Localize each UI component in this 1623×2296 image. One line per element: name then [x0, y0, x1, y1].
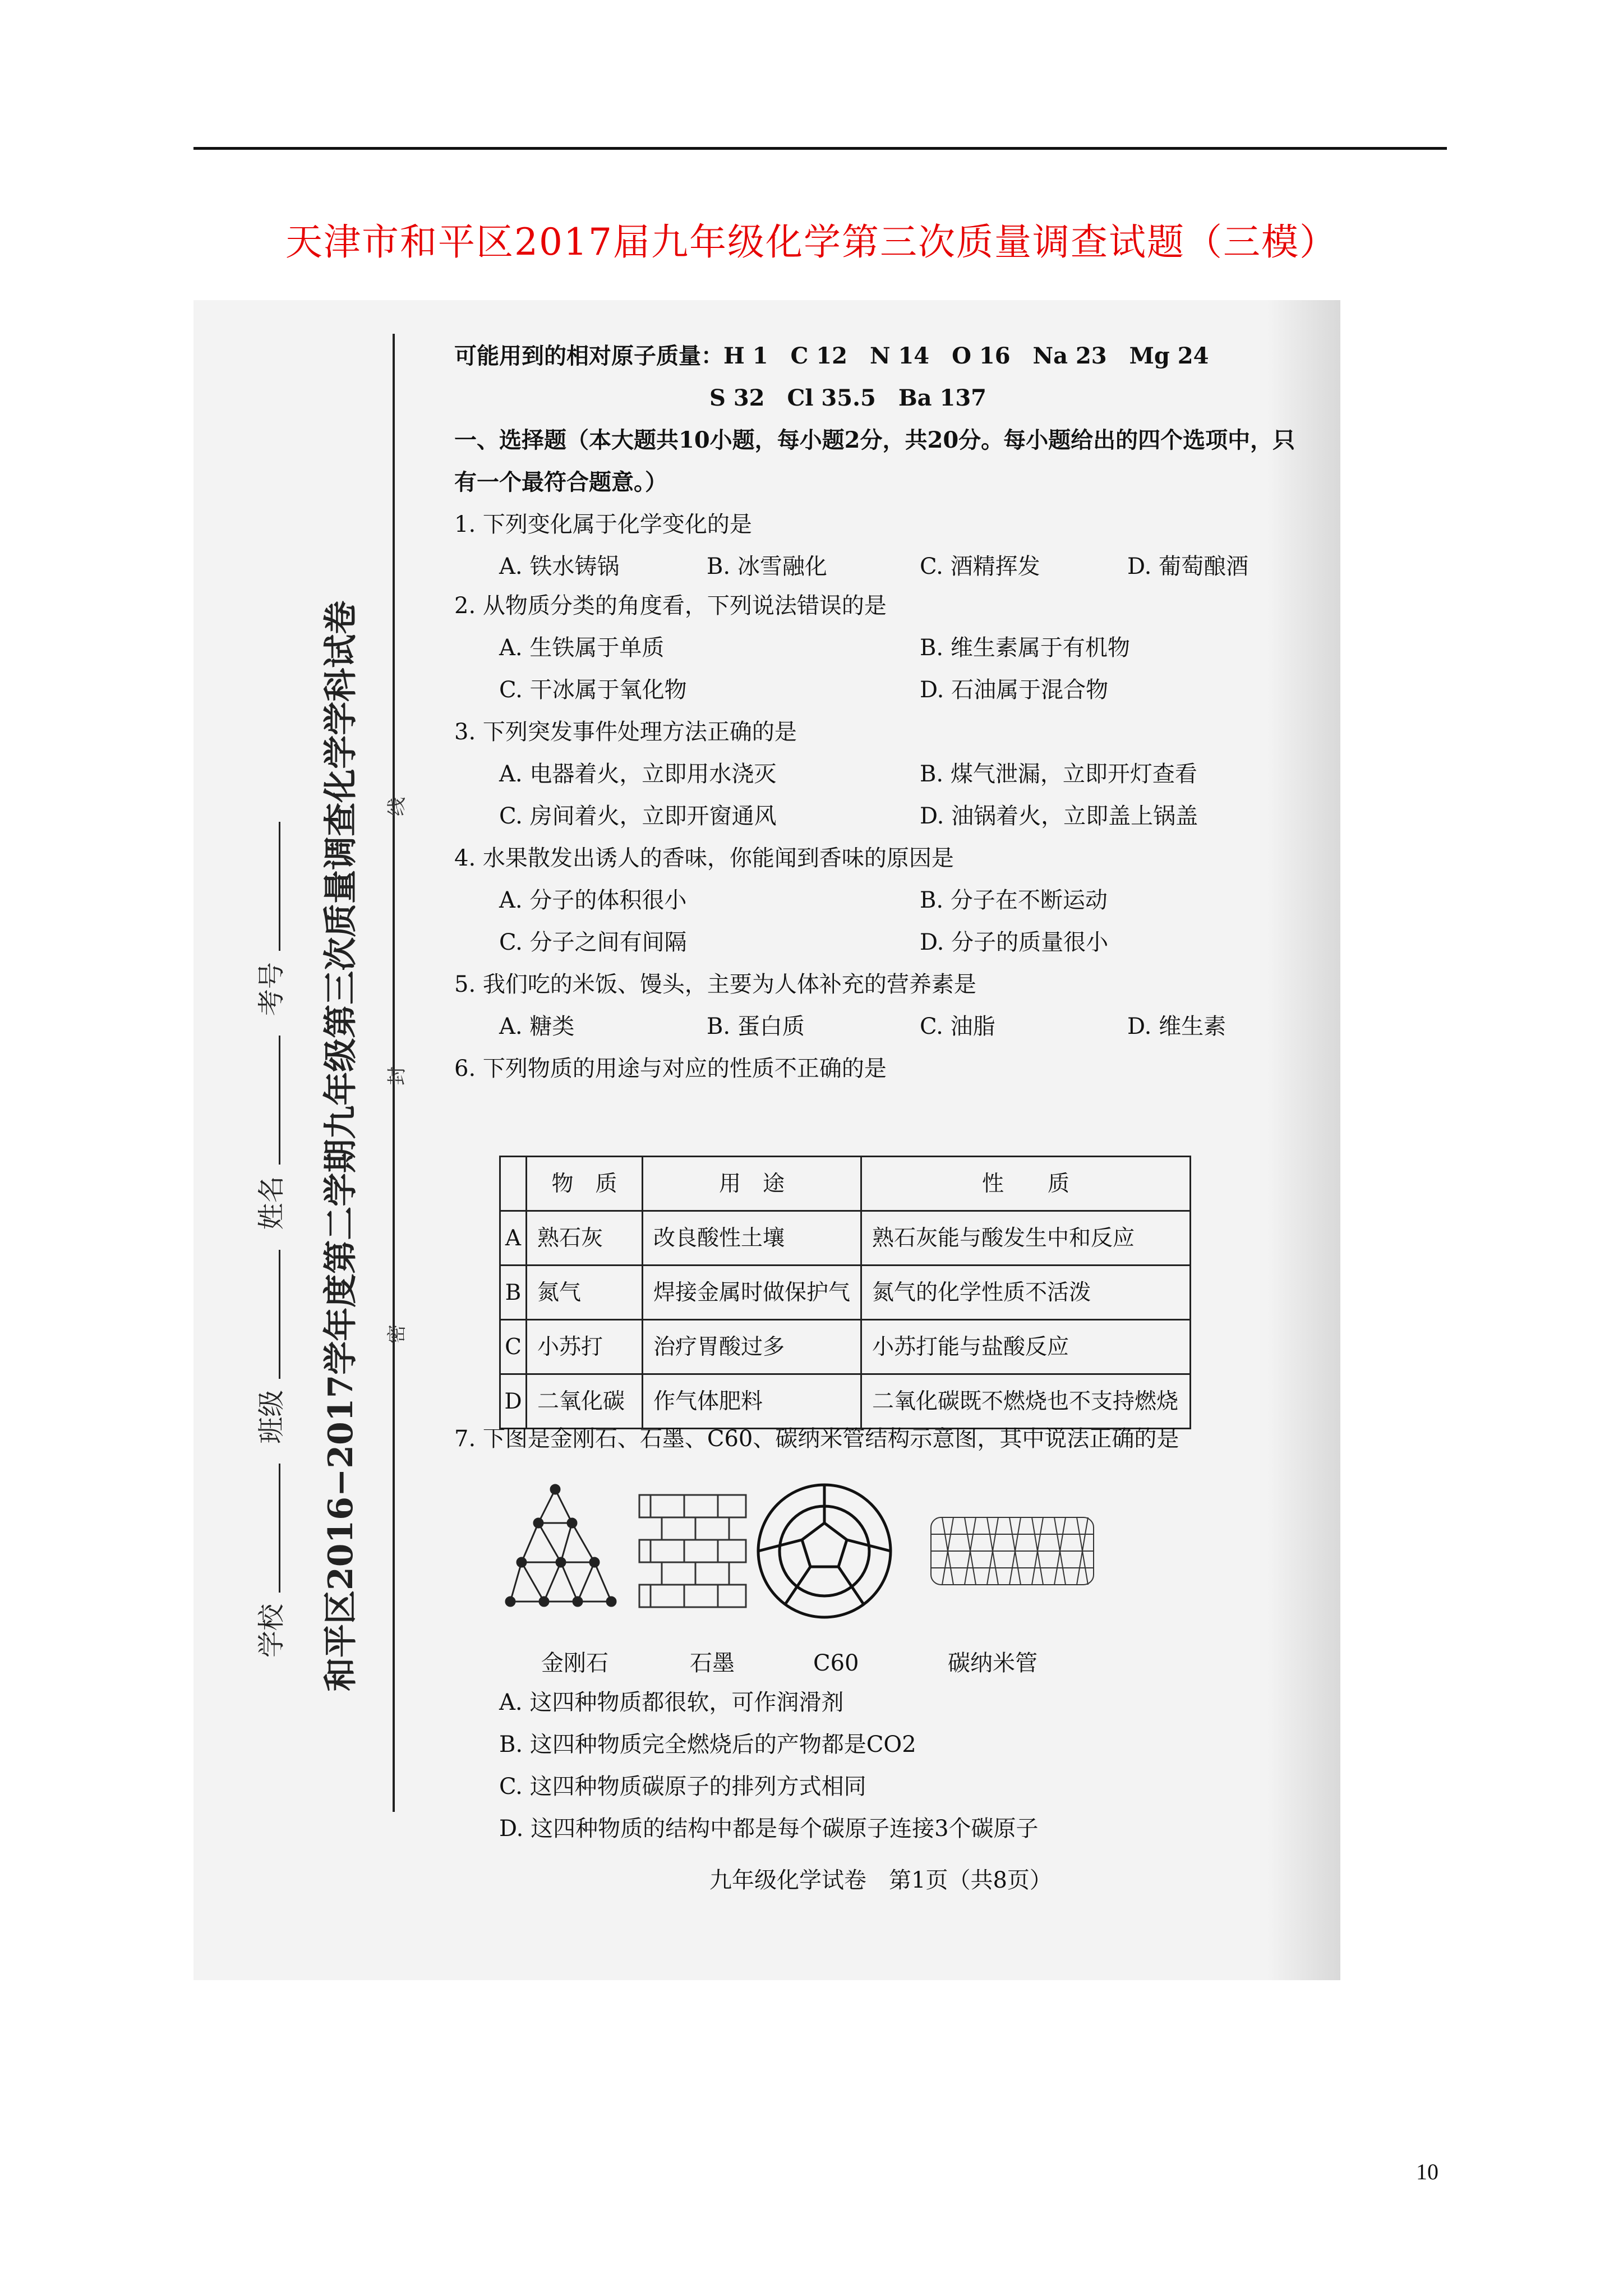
name-label: 姓名	[256, 1176, 287, 1230]
q5-option-d[interactable]: D. 维生素	[1127, 1014, 1227, 1039]
question-5-stem: 5. 我们吃的米饭、馒头，主要为人体补充的营养素是	[454, 972, 976, 997]
table-cell: 氮气的化学性质不活泼	[861, 1266, 1191, 1320]
page-footer: 九年级化学试卷 第1页（共8页）	[709, 1867, 1052, 1893]
q2-option-a[interactable]: A. 生铁属于单质	[499, 635, 665, 661]
carbon-structures-figure	[505, 1478, 1105, 1646]
table-cell: C	[500, 1320, 527, 1374]
question-6-table	[499, 1156, 1191, 1429]
question-2-stem: 2. 从物质分类的角度看，下列说法错误的是	[454, 593, 887, 619]
q4-option-a[interactable]: A. 分子的体积很小	[499, 887, 687, 913]
figure-label-c60: C60	[813, 1650, 859, 1676]
name-blank[interactable]	[279, 1036, 280, 1165]
q2-option-d[interactable]: D. 石油属于混合物	[920, 677, 1109, 703]
question-3-stem: 3. 下列突发事件处理方法正确的是	[454, 719, 797, 745]
table-row	[500, 1320, 1191, 1374]
table-cell: 小苏打	[527, 1320, 643, 1374]
question-1-stem: 1. 下列变化属于化学变化的是	[454, 512, 752, 537]
table-cell: B	[500, 1266, 527, 1320]
table-cell: 二氧化碳既不燃烧也不支持燃烧	[861, 1374, 1191, 1429]
seal-feng: 封	[386, 1066, 408, 1085]
table-header-cell: 物 质	[527, 1157, 643, 1211]
q1-option-c[interactable]: C. 酒精挥发	[920, 554, 1040, 579]
page-number: 10	[1416, 2159, 1438, 2184]
table-cell: 改良酸性土壤	[643, 1211, 861, 1266]
table-cell: D	[500, 1374, 527, 1429]
q7-option-a[interactable]: A. 这四种物质都很软，可作润滑剂	[499, 1690, 844, 1715]
table-header-cell	[500, 1157, 527, 1211]
exam-name: 和平区2016−2017学年度第二学期九年级第三次质量调查化学学科试卷	[321, 600, 361, 1691]
q4-option-d[interactable]: D. 分子的质量很小	[920, 930, 1109, 955]
section-heading: 一、选择题（本大题共10小题，每小题2分，共20分。每小题给出的四个选项中，只	[454, 427, 1295, 453]
class-label: 班级	[256, 1389, 287, 1444]
figure-label-nanotube: 碳纳米管	[948, 1650, 1038, 1676]
table-cell: 治疗胃酸过多	[643, 1320, 861, 1374]
table-cell: 氮气	[527, 1266, 643, 1320]
q5-option-a[interactable]: A. 糖类	[499, 1014, 575, 1039]
carbon-structures-svg	[505, 1478, 1105, 1646]
figure-label-graphite: 石墨	[690, 1650, 735, 1676]
q3-option-a[interactable]: A. 电器着火，立即用水浇灭	[499, 761, 777, 787]
exam-number-blank[interactable]	[279, 822, 280, 951]
q7-option-d[interactable]: D. 这四种物质的结构中都是每个碳原子连接3个碳原子	[499, 1816, 1039, 1842]
q4-option-b[interactable]: B. 分子在不断运动	[920, 887, 1108, 913]
table-cell: 作气体肥料	[643, 1374, 861, 1429]
diamond-structure	[506, 1485, 616, 1606]
school-label: 学校	[256, 1603, 287, 1658]
table-cell: 熟石灰能与酸发生中和反应	[861, 1211, 1191, 1266]
atomic-mass-line1: 可能用到的相对原子质量：H 1 C 12 N 14 O 16 Na 23 Mg 24	[454, 343, 1209, 369]
q2-option-c[interactable]: C. 干冰属于氧化物	[499, 677, 687, 703]
section-heading-cont: 有一个最符合题意。）	[454, 469, 667, 495]
q2-option-b[interactable]: B. 维生素属于有机物	[920, 635, 1130, 661]
table-header-cell: 性 质	[861, 1157, 1191, 1211]
table-cell: A	[500, 1211, 527, 1266]
q3-option-b[interactable]: B. 煤气泄漏，立即开灯查看	[920, 761, 1197, 787]
question-4-stem: 4. 水果散发出诱人的香味，你能闻到香味的原因是	[454, 845, 954, 871]
table-header-cell: 用 途	[643, 1157, 861, 1211]
q3-option-d[interactable]: D. 油锅着火，立即盖上锅盖	[920, 803, 1198, 829]
q7-option-b[interactable]: B. 这四种物质完全燃烧后的产物都是CO2	[499, 1732, 916, 1757]
figure-label-diamond: 金刚石	[541, 1650, 608, 1676]
school-blank[interactable]	[279, 1464, 280, 1593]
carbon-nanotube-structure	[931, 1517, 1094, 1585]
scanned-exam-page	[193, 300, 1340, 1980]
question-6-stem: 6. 下列物质的用途与对应的性质不正确的是	[454, 1056, 887, 1082]
q5-option-b[interactable]: B. 蛋白质	[707, 1014, 805, 1039]
page-title: 天津市和平区2017届九年级化学第三次质量调查试题（三模）	[285, 220, 1338, 264]
graphite-structure	[639, 1495, 746, 1607]
class-blank[interactable]	[279, 1250, 280, 1379]
student-info-fields	[250, 811, 288, 1658]
seal-mi: 密	[386, 1324, 408, 1343]
top-rule	[193, 147, 1447, 150]
q1-option-a[interactable]: A. 铁水铸锅	[499, 554, 620, 579]
atomic-mass-line2: S 32 Cl 35.5 Ba 137	[709, 385, 987, 411]
seal-xian: 线	[386, 797, 408, 816]
table-cell: 熟石灰	[527, 1211, 643, 1266]
exam-number-label: 考号	[256, 962, 287, 1016]
q1-option-d[interactable]: D. 葡萄酿酒	[1127, 554, 1249, 579]
question-7-stem: 7. 下图是金刚石、石墨、C60、碳纳米管结构示意图，其中说法正确的是	[454, 1426, 1179, 1452]
table-header-row	[500, 1157, 1191, 1211]
table-row	[500, 1374, 1191, 1429]
table-row	[500, 1266, 1191, 1320]
table-cell: 小苏打能与盐酸反应	[861, 1320, 1191, 1374]
q3-option-c[interactable]: C. 房间着火，立即开窗通风	[499, 803, 777, 829]
table-cell: 二氧化碳	[527, 1374, 643, 1429]
table-row	[500, 1211, 1191, 1266]
q7-option-c[interactable]: C. 这四种物质碳原子的排列方式相同	[499, 1774, 866, 1800]
c60-structure	[758, 1485, 891, 1617]
q5-option-c[interactable]: C. 油脂	[920, 1014, 995, 1039]
q1-option-b[interactable]: B. 冰雪融化	[707, 554, 827, 579]
q4-option-c[interactable]: C. 分子之间有间隔	[499, 930, 687, 955]
table-cell: 焊接金属时做保护气	[643, 1266, 861, 1320]
scan-shadow	[1267, 300, 1340, 1980]
